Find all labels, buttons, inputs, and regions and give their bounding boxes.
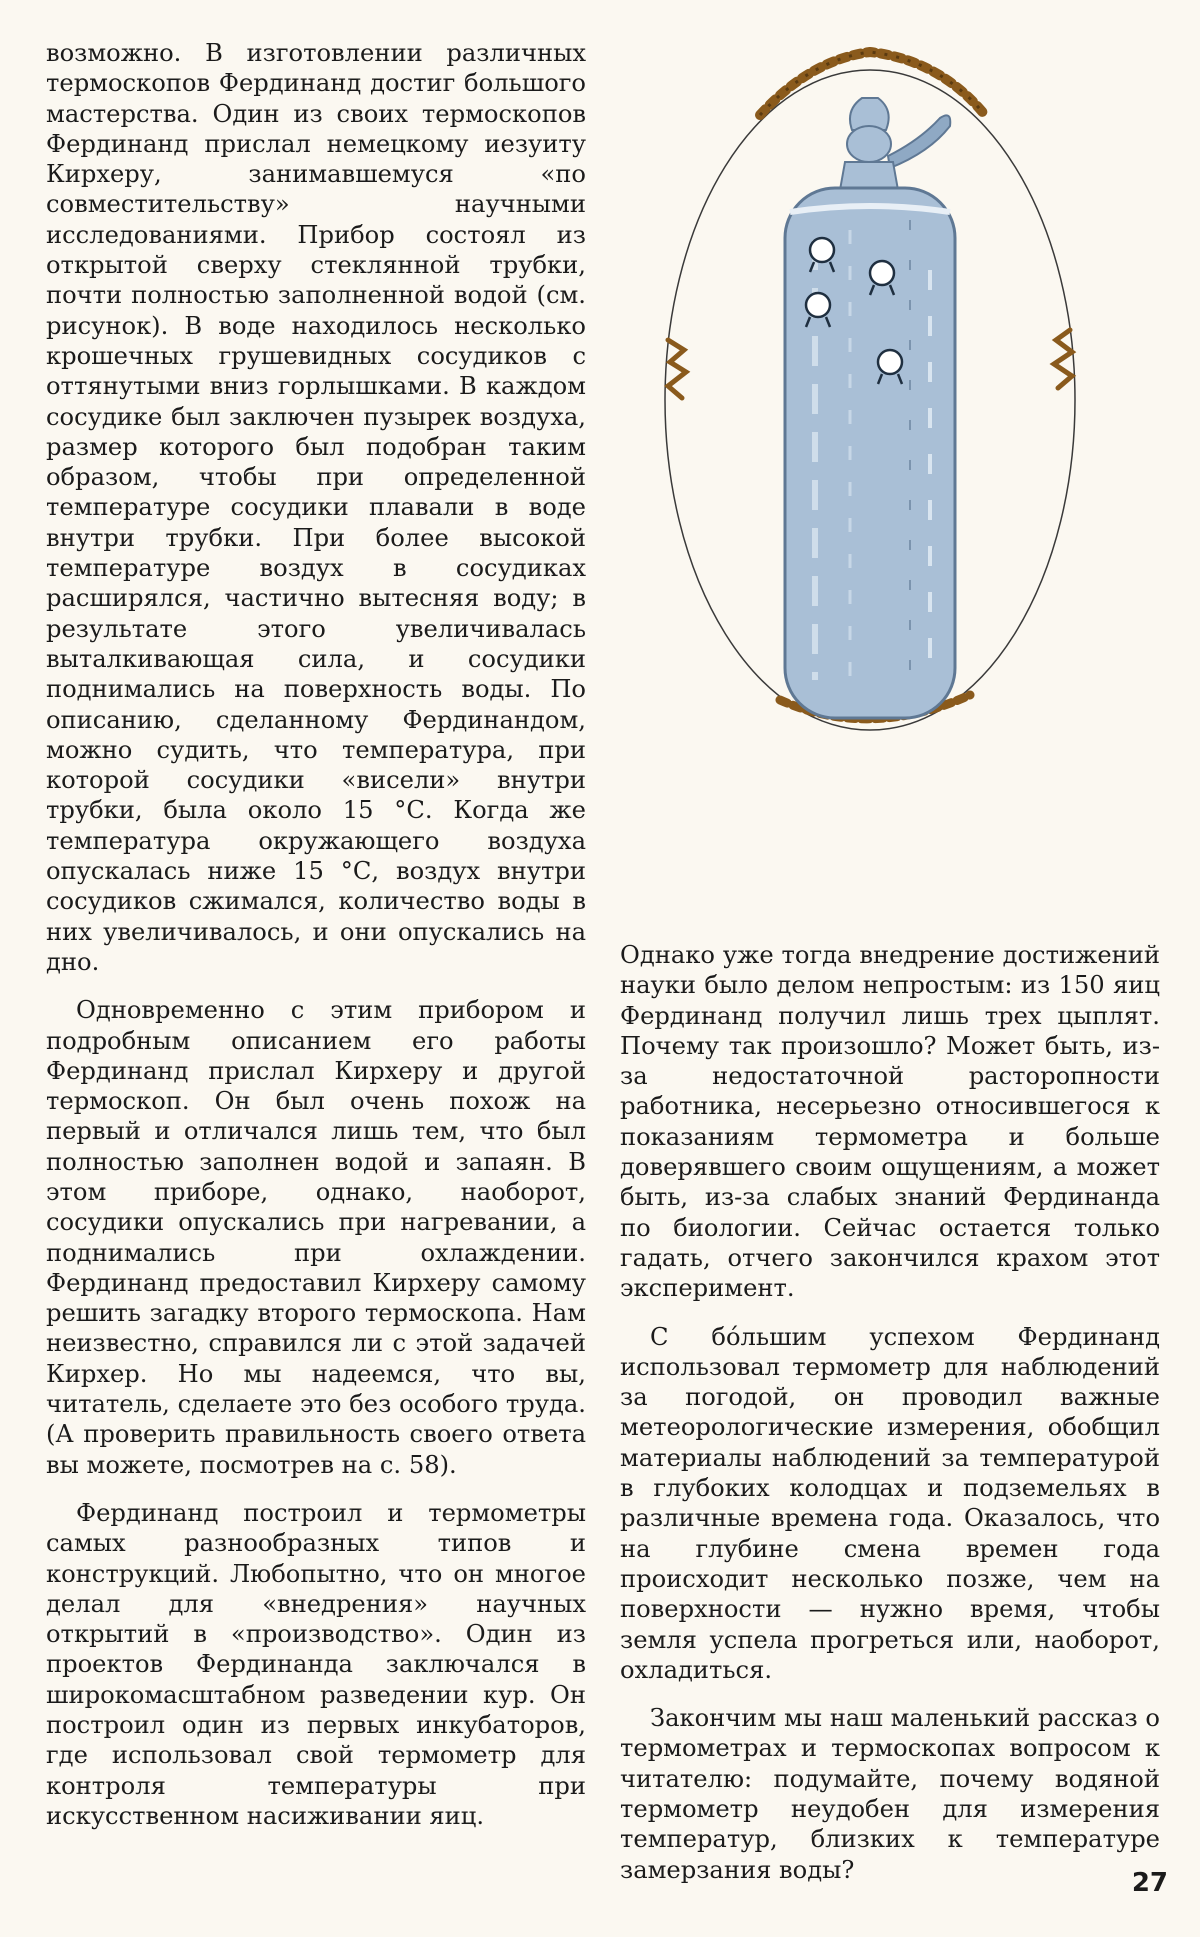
paragraph: Одновременно с этим прибором и подробным описанием его работы Фердинанд прислал Кирхеру и другой термоскоп. Он был очень похож на первый и отличался лишь тем, что был полностью заполнен водой и запаян. В этом приборе, однако, наоборот, сосудики опускались при нагревании, а поднимались при охлаждении. Фердинанд предоставил Кирхеру самому решить загадку второго термоскопа. Нам неизвестно, справился ли с этой задачей Кирхер. Но мы надеемся, что вы, читатель, сделаете это без особого труда. (А проверить правильность своего ответа вы можете, посмотрев на с. 58). xyxy=(46,996,586,1479)
paragraph: Фердинанд построил и термометры самых разнообразных типов и конструкций. Любопытно, что он многое делал для «внедрения» научных открытий в «производство». Один из проектов Фердинанда заключался в широкомасштабном разведении кур. Он построил один из первых инкубаторов, где использовал свой термометр для контроля температуры при искусственном насиживании яиц. xyxy=(46,1498,586,1830)
left-column xyxy=(46,38,586,1849)
page-number: 27 xyxy=(1131,1868,1168,1898)
vessel-icon xyxy=(878,350,902,374)
thermoscope-illustration xyxy=(640,40,1100,920)
tassel-right-icon xyxy=(1054,330,1072,388)
paragraph: С бо́льшим успехом Фердинанд использовал термометр для наблюдений за погодой, он проводил важные метеорологические измерения, обобщил материалы наблюдений за температурой в глубоких колодцах и подземельях в различные времена года. Оказалось, что на глубине смена времен года происходит несколько позже, чем на поверхности — нужно время, чтобы земля успела прогреться или, наоборот, охладиться. xyxy=(620,1322,1160,1684)
paragraph: Закончим мы наш маленький рассказ о термометрах и термоскопах вопросом к читателю: подумайте, почему водяной термометр неудобен для измерения температур, близких к температуре замерзания воды? xyxy=(620,1704,1160,1884)
vessel-icon xyxy=(806,293,830,317)
vessel-icon xyxy=(810,238,834,262)
ribbon-icon xyxy=(888,115,950,168)
right-column xyxy=(620,940,1160,1903)
paragraph: Однако уже тогда внедрение достижений науки было делом непростым: из 150 яиц Фердинанд получил лишь трех цыплят. Почему так произошло? Может быть, из-за недостаточной расторопности работника, несерьезно относившегося к показаниям термометра и больше доверявшего своим ощущениям, а может быть, из-за слабых знаний Фердинанда по биологии. Сейчас остается только гадать, отчего закончился крахом этот эксперимент. xyxy=(620,941,1160,1303)
vessel-icon xyxy=(870,261,894,285)
tassel-left-icon xyxy=(668,340,686,398)
paragraph: возможно. В изготовлении различных термоскопов Фердинанд достиг большого мастерства. Один из своих термоскопов Фердинанд прислал немецкому иезуиту Кирхеру, занимавшемуся «по совместительству» научными исследованиями. Прибор состоял из открытой сверху стеклянной трубки, почти полностью заполненной водой (см. рисунок). В воде находилось несколько крошечных грушевидных сосудиков с оттянутыми вниз горлышками. В каждом сосудике был заключен пузырек воздуха, размер которого был подобран таким образом, чтобы при определенной температуре сосудики плавали в воде внутри трубки. При более высокой температуре воздух в сосудиках расширялся, частично вытесняя воду; в результате этого увеличивалась выталкивающая сила, и сосудики поднимались на поверхность воды. По описанию, сделанному Фердинандом, можно судить, что температура, при которой сосудики «висели» внутри трубки, была около 15 °С. Когда же температура окружающего воздуха опускалась ниже 15 °С, воздух внутри сосудиков сжимался, количество воды в них увеличивалось, и они опускались на дно. xyxy=(46,39,586,976)
